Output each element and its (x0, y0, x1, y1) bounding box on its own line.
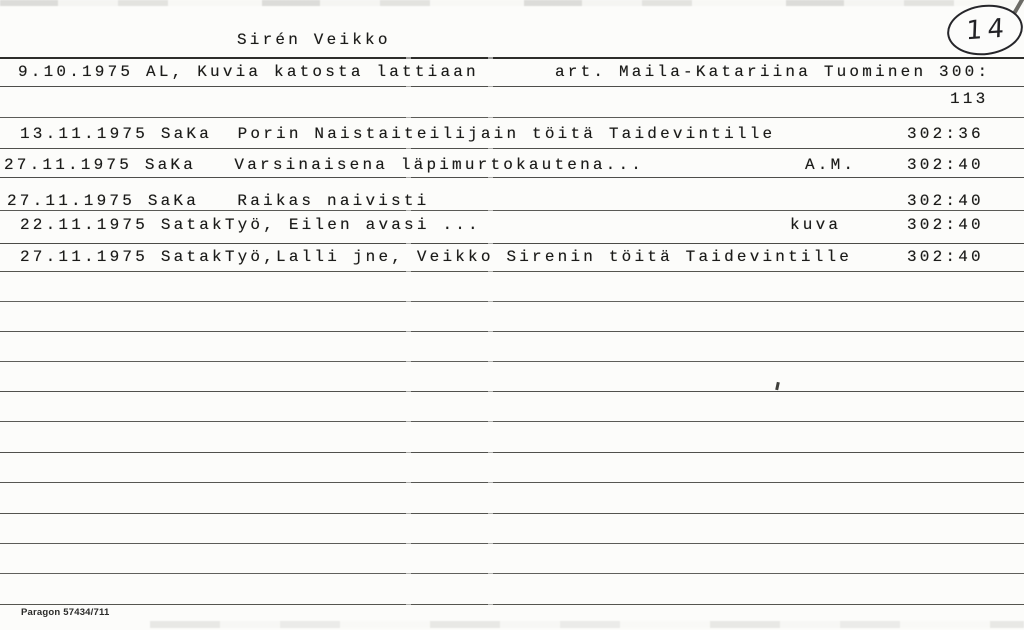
rule-line (0, 513, 1024, 514)
circled-page-number (944, 1, 1024, 60)
entry-text: 27.11.1975 SaKa Raikas naivisti (7, 192, 430, 210)
card-title: Sirén Veikko (237, 31, 391, 49)
scan-edge-top (0, 0, 1024, 6)
entry-annotation: A.M. (805, 156, 857, 174)
entry-ref: 302:40 (907, 216, 984, 234)
rule-line (0, 482, 1024, 483)
rule-line (0, 148, 1024, 149)
entry-text: 9.10.1975 AL, Kuvia katosta lattiaan (18, 63, 479, 81)
entry-ref: 302:36 (907, 125, 984, 143)
entry-artist-ref: art. Maila-Katariina Tuominen 300: (555, 63, 991, 81)
entry-ref: 302:40 (907, 192, 984, 210)
rule-line (0, 573, 1024, 574)
rule-line (0, 57, 1024, 59)
rule-line (0, 391, 1024, 392)
rule-line (0, 117, 1024, 118)
entry-text: 27.11.1975 SaKa Varsinaisena läpimurtokautena... (4, 156, 645, 174)
rule-line (0, 421, 1024, 422)
entry-text: 13.11.1975 SaKa Porin Naistaiteilijain töitä Taidevintille (20, 125, 776, 143)
entry-ref: 302:40 (907, 156, 984, 174)
scan-edge-bottom (150, 621, 1024, 628)
rule-line (0, 271, 1024, 272)
rule-line (0, 243, 1024, 244)
rule-line (0, 86, 1024, 87)
rule-line (0, 177, 1024, 178)
entry-text: 22.11.1975 SatakTyö, Eilen avasi ... (20, 216, 481, 234)
page-number-text: 14 (965, 13, 1010, 47)
entry-ref-continuation: 113 (950, 90, 989, 108)
pen-mark (775, 382, 779, 390)
rule-line (0, 604, 1024, 605)
rule-line (0, 543, 1024, 544)
rule-line (0, 452, 1024, 453)
card-manufacturer-code: Paragon 57434/711 (21, 607, 110, 618)
rule-line (0, 331, 1024, 332)
entry-text: 27.11.1975 SatakTyö,Lalli jne, Veikko Sirenin töitä Taidevintille (20, 248, 853, 266)
entry-ref: 302:40 (907, 248, 984, 266)
entry-annotation: kuva (790, 216, 842, 234)
rule-line (0, 361, 1024, 362)
rule-line (0, 301, 1024, 302)
